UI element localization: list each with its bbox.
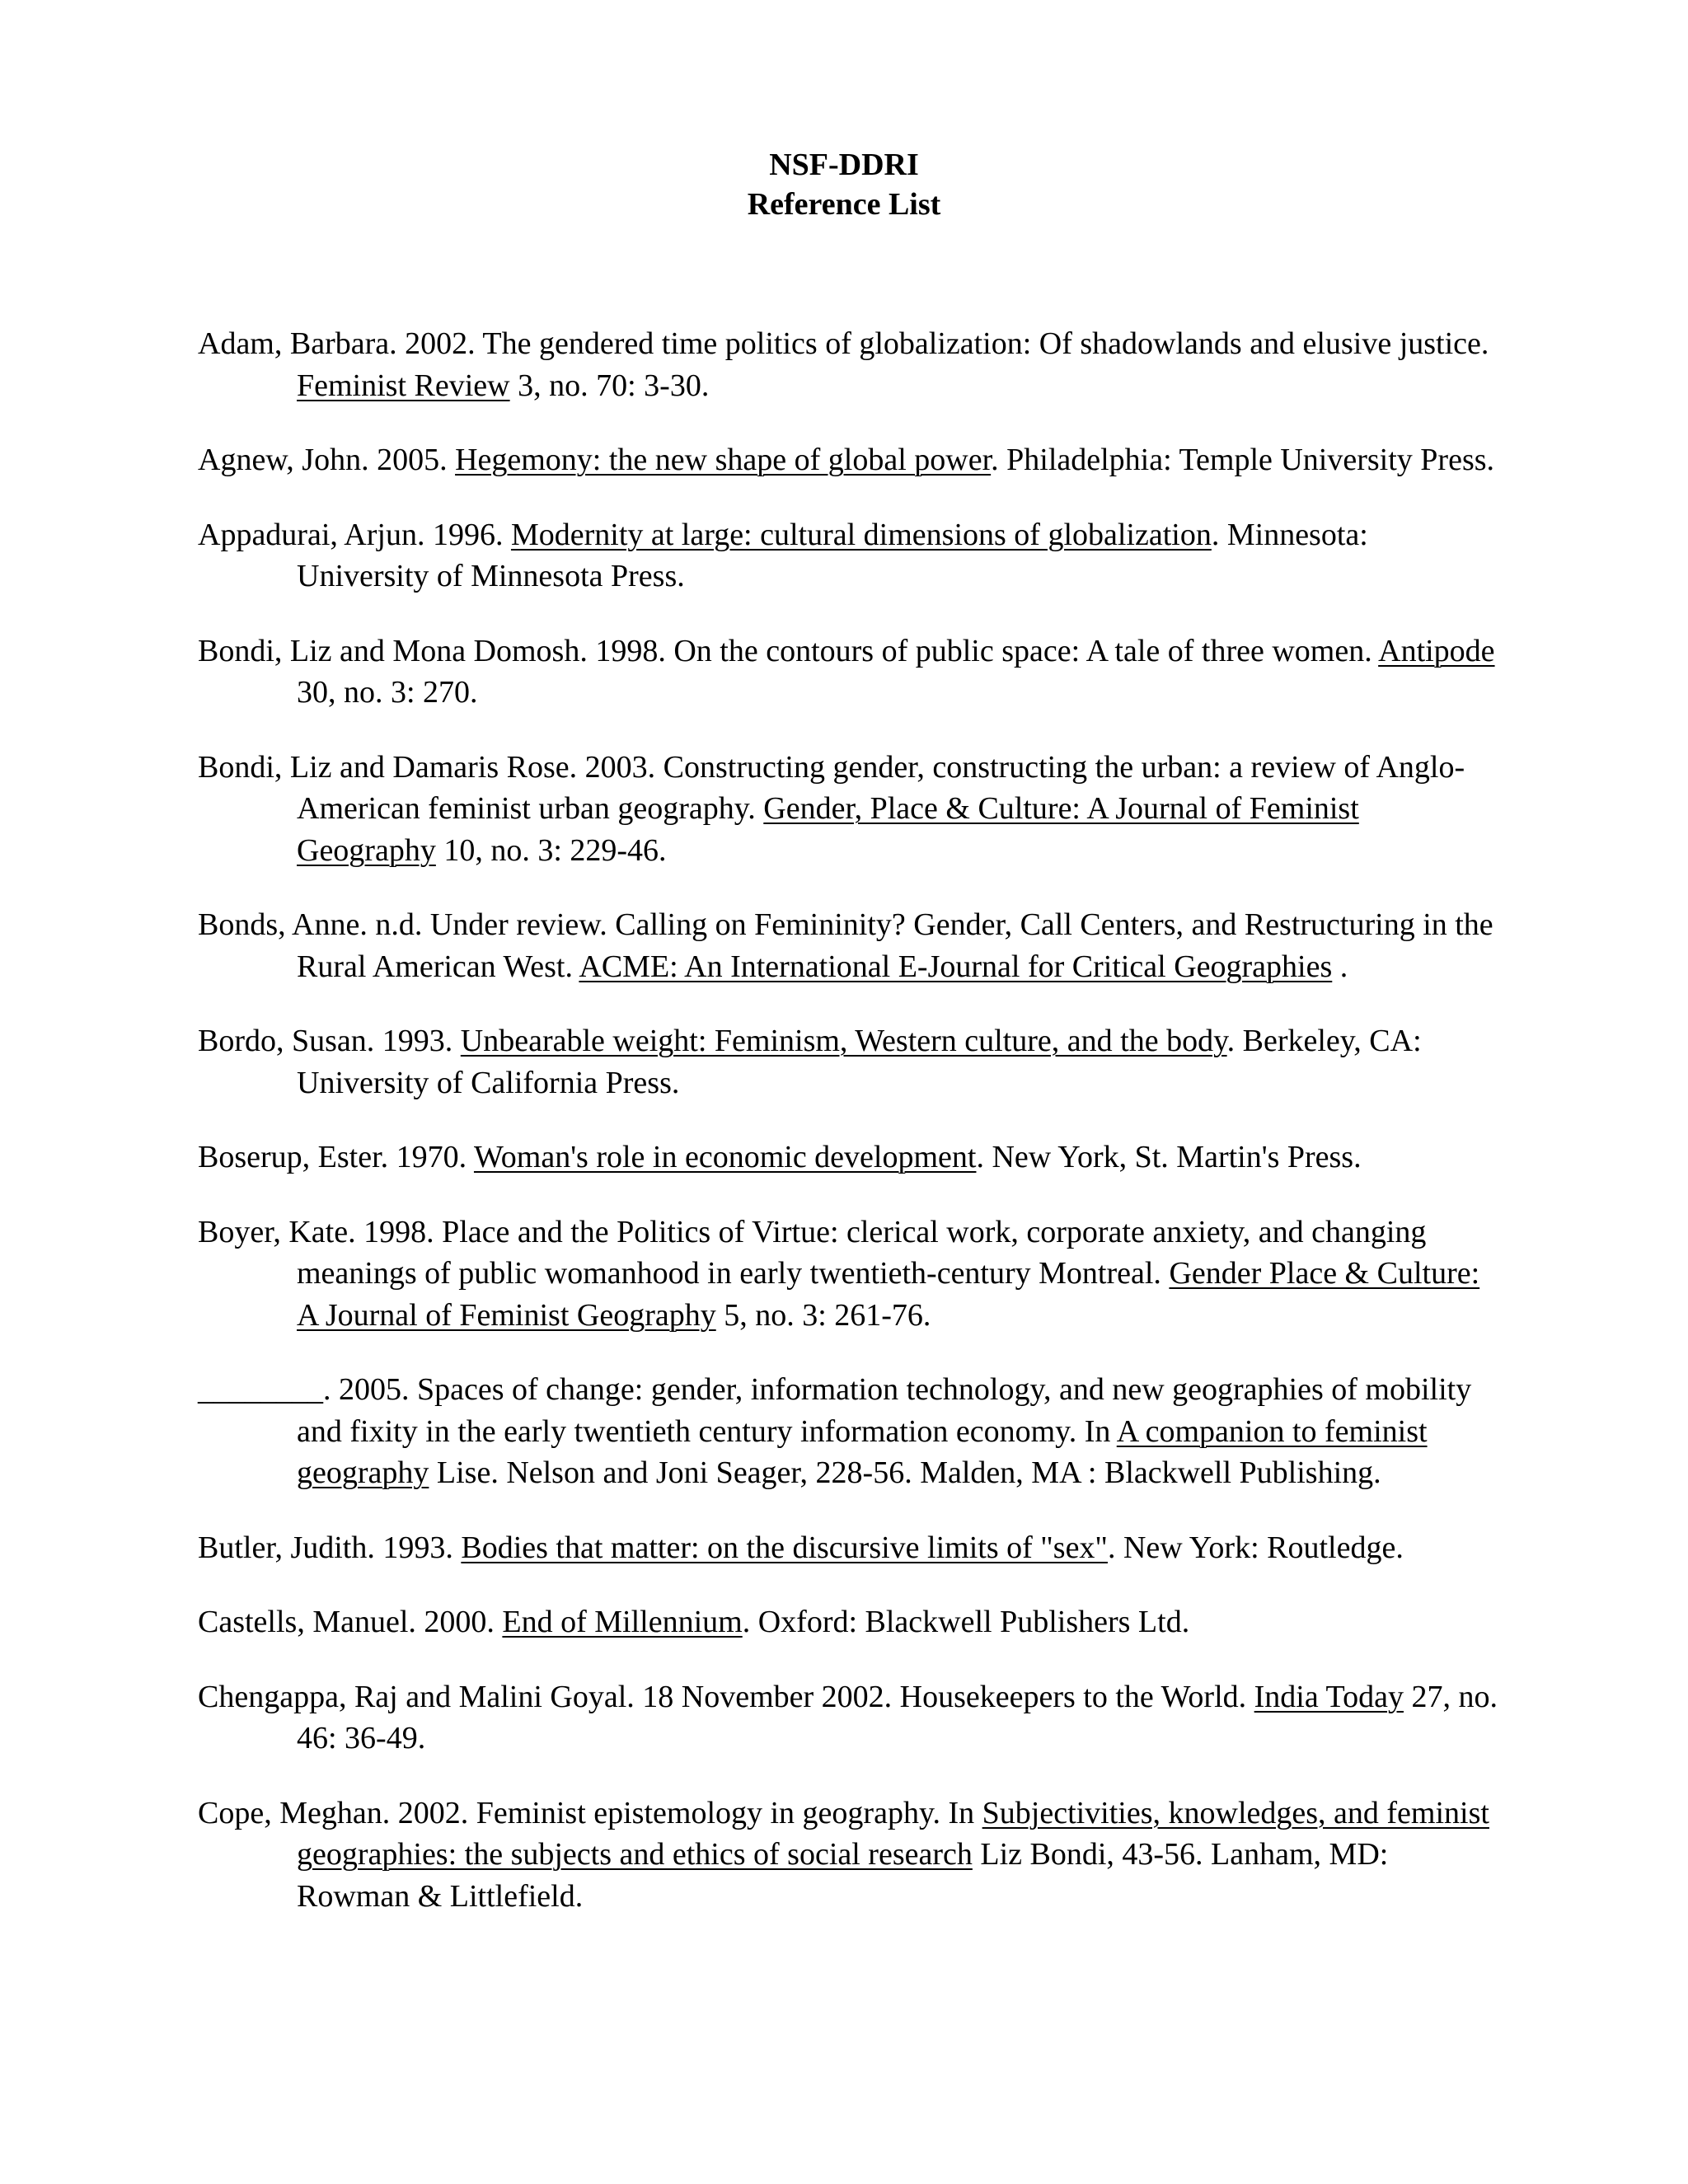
reference-entry <box>198 439 1500 481</box>
reference-text: Boserup, Ester. 1970. <box>198 1140 474 1174</box>
reference-entry <box>198 1137 1500 1179</box>
reference-title: Modernity at large: cultural dimensions of globalization <box>510 517 1212 552</box>
reference-text: Bonds, Anne. n.d. Under review. Calling on Femininity? Gender, Call Centers, and Restructuring in the Rural American West. <box>198 907 1493 984</box>
reference-entry <box>198 1020 1500 1104</box>
reference-details: . Oxford: Blackwell Publishers Ltd. <box>742 1605 1190 1639</box>
reference-details: . New York, St. Martin's Press. <box>976 1140 1362 1174</box>
reference-details: . Minnesota: University of Minnesota Press. <box>297 517 1368 593</box>
heading-line-1: NSF-DDRI <box>769 148 919 182</box>
reference-text: Chengappa, Raj and Malini Goyal. 18 November 2002. Housekeepers to the World. <box>198 1679 1254 1714</box>
reference-title: Feminist Review <box>297 368 510 403</box>
reference-entry <box>198 1793 1500 1918</box>
reference-entry <box>198 1369 1500 1494</box>
reference-title: A companion to feminist geography <box>297 1413 1428 1490</box>
reference-details: . New York: Routledge. <box>1107 1530 1404 1565</box>
reference-text: Butler, Judith. 1993. <box>198 1530 462 1565</box>
reference-entry <box>198 630 1500 714</box>
reference-text: Cope, Meghan. 2002. Feminist epistemology in geography. In <box>198 1795 982 1830</box>
reference-list <box>198 323 1500 1950</box>
reference-details: . Philadelphia: Temple University Press. <box>991 443 1495 477</box>
reference-text: Castells, Manuel. 2000. <box>198 1605 503 1639</box>
reference-title: Woman's role in economic development <box>473 1140 977 1174</box>
reference-text: Bordo, Susan. 1993. <box>198 1024 461 1058</box>
reference-details: 3, no. 70: 3-30. <box>509 368 710 403</box>
reference-details: 30, no. 3: 270. <box>297 675 478 710</box>
reference-title: End of Millennium <box>502 1605 743 1639</box>
reference-entry <box>198 747 1500 872</box>
reference-details: 10, no. 3: 229-46. <box>435 832 667 868</box>
reference-entry <box>198 1212 1500 1337</box>
reference-entry <box>198 1676 1500 1760</box>
reference-text: Boyer, Kate. 1998. Place and the Politics of Virtue: clerical work, corporate anxiety, and changing meanings of public womanhood in early twentieth-century Montreal. <box>198 1214 1427 1291</box>
reference-text: Adam, Barbara. 2002. The gendered time politics of globalization: Of shadowlands and elusive justice. <box>198 326 1489 361</box>
reference-text: Bondi, Liz and Damaris Rose. 2003. Constructing gender, constructing the urban: a review of Anglo-American feminist urban geography. <box>198 749 1465 826</box>
reference-details: . <box>1332 949 1348 984</box>
reference-text: Agnew, John. 2005. <box>198 443 456 477</box>
reference-entry <box>198 1527 1500 1569</box>
reference-text: Bondi, Liz and Mona Domosh. 1998. On the contours of public space: A tale of three women. <box>198 633 1379 668</box>
reference-entry <box>198 1601 1500 1643</box>
reference-title: Hegemony: the new shape of global power <box>455 443 992 477</box>
reference-details: 5, no. 3: 261-76. <box>715 1297 931 1333</box>
reference-title: Unbearable weight: Feminism, Western culture, and the body <box>460 1024 1227 1058</box>
reference-title: India Today <box>1254 1679 1404 1714</box>
reference-title: Antipode <box>1378 633 1495 668</box>
reference-title: Bodies that matter: on the discursive limits of "sex" <box>461 1530 1108 1565</box>
reference-title: Gender Place & Culture: A Journal of Feminist Geography <box>297 1256 1480 1333</box>
heading-line-2: Reference List <box>747 187 941 222</box>
reference-text: Appadurai, Arjun. 1996. <box>198 517 511 552</box>
reference-text: ________. 2005. Spaces of change: gender, information technology, and new geographies of mobility and fixity in the early twentieth century information economy. In <box>198 1372 1472 1449</box>
reference-entry <box>198 904 1500 987</box>
reference-entry <box>198 323 1500 406</box>
reference-title: ACME: An International E-Journal for Critical Geographies <box>579 949 1333 984</box>
reference-details: . Berkeley, CA: University of California Press. <box>297 1024 1422 1100</box>
reference-details: Liz Bondi, 43-56. Lanham, MD: Rowman & Littlefield. <box>297 1837 1389 1914</box>
reference-details: 27, no. 46: 36-49. <box>297 1679 1498 1755</box>
reference-entry <box>198 514 1500 598</box>
page-heading <box>0 145 1688 224</box>
reference-details: Lise. Nelson and Joni Seager, 228-56. Malden, MA : Blackwell Publishing. <box>429 1455 1381 1490</box>
reference-title: Gender, Place & Culture: A Journal of Feminist Geography <box>297 791 1359 868</box>
reference-title: Subjectivities, knowledges, and feminist geographies: the subjects and ethics of social research <box>297 1795 1489 1872</box>
